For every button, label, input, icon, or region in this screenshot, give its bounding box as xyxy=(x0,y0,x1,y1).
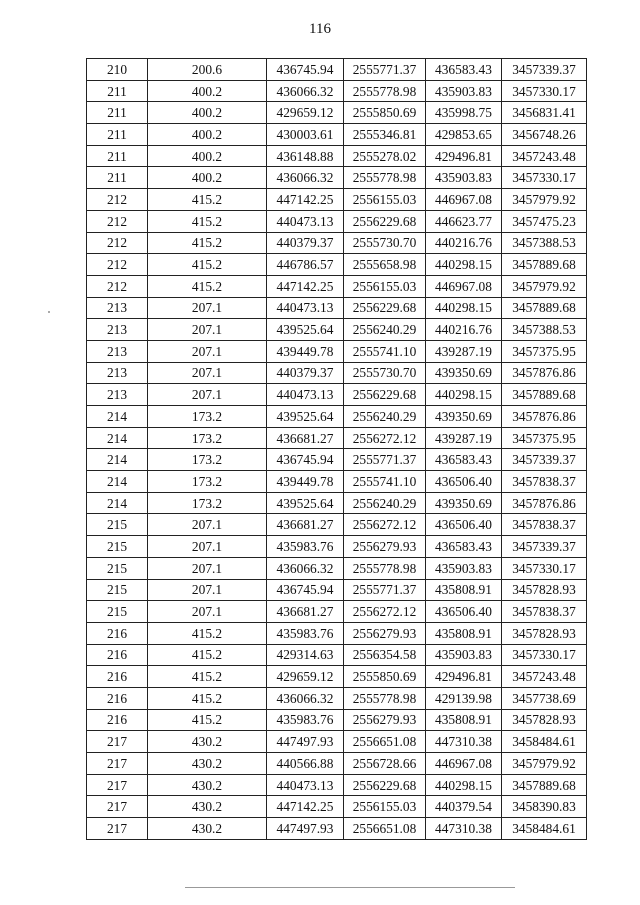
table-cell: 217 xyxy=(87,731,148,753)
table-cell: 435983.76 xyxy=(267,536,344,558)
table-cell: 217 xyxy=(87,796,148,818)
table-row xyxy=(87,275,587,297)
table-cell: 415.2 xyxy=(148,622,267,644)
table-row xyxy=(87,622,587,644)
table-cell: 3457339.37 xyxy=(502,59,587,81)
table-cell: 213 xyxy=(87,384,148,406)
table-cell: 440473.13 xyxy=(267,297,344,319)
table-body xyxy=(87,59,587,840)
table-cell: 213 xyxy=(87,340,148,362)
table-cell: 200.6 xyxy=(148,59,267,81)
table-cell: 400.2 xyxy=(148,80,267,102)
table-cell: 211 xyxy=(87,145,148,167)
table-cell: 436066.32 xyxy=(267,687,344,709)
table-cell: 3458484.61 xyxy=(502,731,587,753)
table-row xyxy=(87,340,587,362)
table-cell: 440473.13 xyxy=(267,210,344,232)
table-cell: 2556240.29 xyxy=(344,406,426,428)
table-cell: 173.2 xyxy=(148,406,267,428)
table-cell: 436681.27 xyxy=(267,601,344,623)
table-cell: 436583.43 xyxy=(426,449,502,471)
table-cell: 3457876.86 xyxy=(502,362,587,384)
table-cell: 439449.78 xyxy=(267,471,344,493)
table-cell: 173.2 xyxy=(148,449,267,471)
table-cell: 3457838.37 xyxy=(502,514,587,536)
table-cell: 173.2 xyxy=(148,492,267,514)
table-row xyxy=(87,471,587,493)
table-cell: 439350.69 xyxy=(426,492,502,514)
table-cell: 2555778.98 xyxy=(344,557,426,579)
table-cell: 207.1 xyxy=(148,297,267,319)
table-cell: 2556354.58 xyxy=(344,644,426,666)
table-cell: 215 xyxy=(87,579,148,601)
table-cell: 215 xyxy=(87,514,148,536)
table-cell: 440298.15 xyxy=(426,384,502,406)
table-cell: 213 xyxy=(87,362,148,384)
table-cell: 2555778.98 xyxy=(344,687,426,709)
table-cell: 3456831.41 xyxy=(502,102,587,124)
table-row xyxy=(87,297,587,319)
table-cell: 447497.93 xyxy=(267,731,344,753)
table-row xyxy=(87,731,587,753)
table-cell: 217 xyxy=(87,818,148,840)
table-cell: 2556272.12 xyxy=(344,601,426,623)
table-row xyxy=(87,557,587,579)
table-cell: 429853.65 xyxy=(426,124,502,146)
table-cell: 3457838.37 xyxy=(502,601,587,623)
table-cell: 2556651.08 xyxy=(344,731,426,753)
scan-speck xyxy=(48,311,50,313)
table-cell: 436506.40 xyxy=(426,514,502,536)
table-cell: 173.2 xyxy=(148,471,267,493)
table-row xyxy=(87,514,587,536)
table-row xyxy=(87,536,587,558)
table-cell: 3457828.93 xyxy=(502,622,587,644)
table-cell: 436583.43 xyxy=(426,59,502,81)
table-cell: 2555778.98 xyxy=(344,167,426,189)
table-row xyxy=(87,80,587,102)
table-cell: 212 xyxy=(87,254,148,276)
table-cell: 3457838.37 xyxy=(502,471,587,493)
table-cell: 436506.40 xyxy=(426,471,502,493)
table-row xyxy=(87,753,587,775)
table-cell: 436583.43 xyxy=(426,536,502,558)
table-cell: 435998.75 xyxy=(426,102,502,124)
table-row xyxy=(87,59,587,81)
table-cell: 2555778.98 xyxy=(344,80,426,102)
table-cell: 415.2 xyxy=(148,210,267,232)
table-cell: 211 xyxy=(87,102,148,124)
table-cell: 435903.83 xyxy=(426,557,502,579)
table-cell: 430003.61 xyxy=(267,124,344,146)
table-cell: 211 xyxy=(87,124,148,146)
table-row xyxy=(87,406,587,428)
table-row xyxy=(87,666,587,688)
table-cell: 439350.69 xyxy=(426,362,502,384)
table-row xyxy=(87,774,587,796)
table-cell: 3457330.17 xyxy=(502,167,587,189)
table-cell: 436681.27 xyxy=(267,427,344,449)
table-cell: 429314.63 xyxy=(267,644,344,666)
table-cell: 2555730.70 xyxy=(344,232,426,254)
table-cell: 440473.13 xyxy=(267,384,344,406)
table-cell: 3456748.26 xyxy=(502,124,587,146)
table-cell: 415.2 xyxy=(148,709,267,731)
table-cell: 436681.27 xyxy=(267,514,344,536)
table-row xyxy=(87,167,587,189)
table-cell: 3457979.92 xyxy=(502,189,587,211)
table-cell: 436745.94 xyxy=(267,449,344,471)
table-row xyxy=(87,427,587,449)
coordinates-table xyxy=(86,58,587,840)
table-cell: 435808.91 xyxy=(426,709,502,731)
table-cell: 2556279.93 xyxy=(344,622,426,644)
table-cell: 2555278.02 xyxy=(344,145,426,167)
table-cell: 436066.32 xyxy=(267,80,344,102)
table-cell: 430.2 xyxy=(148,753,267,775)
table-row xyxy=(87,145,587,167)
table-cell: 2556240.29 xyxy=(344,319,426,341)
table-cell: 215 xyxy=(87,557,148,579)
table-cell: 2556240.29 xyxy=(344,492,426,514)
table-cell: 2555741.10 xyxy=(344,471,426,493)
table-cell: 415.2 xyxy=(148,232,267,254)
table-cell: 3457388.53 xyxy=(502,232,587,254)
table-cell: 207.1 xyxy=(148,514,267,536)
table-cell: 216 xyxy=(87,666,148,688)
table-cell: 212 xyxy=(87,210,148,232)
table-cell: 429659.12 xyxy=(267,666,344,688)
table-cell: 3457388.53 xyxy=(502,319,587,341)
table-row xyxy=(87,644,587,666)
table-row xyxy=(87,796,587,818)
table-cell: 446967.08 xyxy=(426,275,502,297)
table-cell: 436745.94 xyxy=(267,59,344,81)
table-cell: 207.1 xyxy=(148,319,267,341)
table-cell: 214 xyxy=(87,427,148,449)
table-cell: 3457375.95 xyxy=(502,340,587,362)
table-cell: 2556229.68 xyxy=(344,774,426,796)
table-cell: 3457889.68 xyxy=(502,297,587,319)
table-cell: 207.1 xyxy=(148,601,267,623)
table-cell: 3457475.23 xyxy=(502,210,587,232)
table-cell: 207.1 xyxy=(148,579,267,601)
table-cell: 217 xyxy=(87,774,148,796)
table-cell: 415.2 xyxy=(148,189,267,211)
table-cell: 435983.76 xyxy=(267,709,344,731)
table-cell: 207.1 xyxy=(148,340,267,362)
table-cell: 447497.93 xyxy=(267,818,344,840)
table-cell: 2555658.98 xyxy=(344,254,426,276)
table-cell: 415.2 xyxy=(148,644,267,666)
table-cell: 447142.25 xyxy=(267,275,344,297)
table-cell: 439525.64 xyxy=(267,492,344,514)
table-cell: 2555741.10 xyxy=(344,340,426,362)
table-cell: 2555346.81 xyxy=(344,124,426,146)
table-cell: 400.2 xyxy=(148,145,267,167)
table-cell: 440216.76 xyxy=(426,319,502,341)
table-cell: 446967.08 xyxy=(426,189,502,211)
table-cell: 216 xyxy=(87,687,148,709)
table-row xyxy=(87,102,587,124)
table-row xyxy=(87,601,587,623)
table-cell: 3457330.17 xyxy=(502,80,587,102)
table-cell: 446786.57 xyxy=(267,254,344,276)
table-cell: 3457330.17 xyxy=(502,644,587,666)
table-cell: 415.2 xyxy=(148,687,267,709)
page-number: 116 xyxy=(309,21,331,37)
table-cell: 436066.32 xyxy=(267,167,344,189)
table-cell: 3457876.86 xyxy=(502,406,587,428)
table-cell: 213 xyxy=(87,297,148,319)
table-cell: 436506.40 xyxy=(426,601,502,623)
table-cell: 430.2 xyxy=(148,774,267,796)
table-row xyxy=(87,124,587,146)
table-cell: 415.2 xyxy=(148,666,267,688)
table-cell: 211 xyxy=(87,167,148,189)
table-cell: 3457889.68 xyxy=(502,254,587,276)
table-row xyxy=(87,362,587,384)
table-cell: 216 xyxy=(87,644,148,666)
table-cell: 447310.38 xyxy=(426,731,502,753)
table-cell: 3457243.48 xyxy=(502,145,587,167)
table-cell: 2555850.69 xyxy=(344,666,426,688)
table-cell: 211 xyxy=(87,80,148,102)
table-cell: 215 xyxy=(87,536,148,558)
table-cell: 447142.25 xyxy=(267,189,344,211)
table-cell: 2556272.12 xyxy=(344,514,426,536)
table-row xyxy=(87,449,587,471)
table-cell: 400.2 xyxy=(148,167,267,189)
table-row xyxy=(87,709,587,731)
table-cell: 429659.12 xyxy=(267,102,344,124)
table-cell: 440216.76 xyxy=(426,232,502,254)
table-cell: 3457828.93 xyxy=(502,579,587,601)
table-cell: 213 xyxy=(87,319,148,341)
table-row xyxy=(87,232,587,254)
table-cell: 216 xyxy=(87,622,148,644)
table-cell: 435808.91 xyxy=(426,622,502,644)
table-cell: 2556229.68 xyxy=(344,210,426,232)
table-cell: 2556229.68 xyxy=(344,384,426,406)
table-cell: 446967.08 xyxy=(426,753,502,775)
table-cell: 214 xyxy=(87,449,148,471)
table-cell: 2556728.66 xyxy=(344,753,426,775)
table-cell: 2556155.03 xyxy=(344,275,426,297)
table-cell: 440379.37 xyxy=(267,232,344,254)
table-cell: 207.1 xyxy=(148,362,267,384)
table-cell: 440298.15 xyxy=(426,254,502,276)
table-cell: 436148.88 xyxy=(267,145,344,167)
table-cell: 216 xyxy=(87,709,148,731)
table-cell: 214 xyxy=(87,471,148,493)
table-cell: 2556155.03 xyxy=(344,796,426,818)
table-cell: 429496.81 xyxy=(426,145,502,167)
table-cell: 3457979.92 xyxy=(502,275,587,297)
table-cell: 447310.38 xyxy=(426,818,502,840)
table-cell: 440298.15 xyxy=(426,774,502,796)
table-cell: 2556155.03 xyxy=(344,189,426,211)
table-cell: 436066.32 xyxy=(267,557,344,579)
table-row xyxy=(87,492,587,514)
table-row xyxy=(87,687,587,709)
table-cell: 3457738.69 xyxy=(502,687,587,709)
table-cell: 430.2 xyxy=(148,731,267,753)
table-cell: 212 xyxy=(87,275,148,297)
table-row xyxy=(87,189,587,211)
table-cell: 439287.19 xyxy=(426,427,502,449)
table-cell: 439525.64 xyxy=(267,319,344,341)
table-row xyxy=(87,319,587,341)
table-cell: 3457375.95 xyxy=(502,427,587,449)
table-cell: 3457339.37 xyxy=(502,536,587,558)
table-cell: 207.1 xyxy=(148,384,267,406)
table-cell: 173.2 xyxy=(148,427,267,449)
table-cell: 429139.98 xyxy=(426,687,502,709)
table-cell: 435903.83 xyxy=(426,167,502,189)
table-cell: 415.2 xyxy=(148,275,267,297)
table-cell: 217 xyxy=(87,753,148,775)
table-cell: 2556229.68 xyxy=(344,297,426,319)
table-cell: 435903.83 xyxy=(426,644,502,666)
table-cell: 435983.76 xyxy=(267,622,344,644)
table-cell: 436745.94 xyxy=(267,579,344,601)
table-cell: 212 xyxy=(87,232,148,254)
table-cell: 3457889.68 xyxy=(502,384,587,406)
table-cell: 400.2 xyxy=(148,102,267,124)
table-cell: 430.2 xyxy=(148,796,267,818)
table-cell: 440298.15 xyxy=(426,297,502,319)
table-cell: 440566.88 xyxy=(267,753,344,775)
table-cell: 435808.91 xyxy=(426,579,502,601)
table-cell: 2556279.93 xyxy=(344,536,426,558)
table-cell: 207.1 xyxy=(148,536,267,558)
table-row xyxy=(87,818,587,840)
table-cell: 430.2 xyxy=(148,818,267,840)
table-row xyxy=(87,579,587,601)
table-cell: 207.1 xyxy=(148,557,267,579)
table-cell: 3457876.86 xyxy=(502,492,587,514)
table-cell: 440473.13 xyxy=(267,774,344,796)
table-row xyxy=(87,254,587,276)
table-cell: 3457979.92 xyxy=(502,753,587,775)
table-cell: 439449.78 xyxy=(267,340,344,362)
table-cell: 212 xyxy=(87,189,148,211)
table-cell: 210 xyxy=(87,59,148,81)
table-cell: 447142.25 xyxy=(267,796,344,818)
table-cell: 3457330.17 xyxy=(502,557,587,579)
table-cell: 440379.54 xyxy=(426,796,502,818)
table-cell: 215 xyxy=(87,601,148,623)
table-row xyxy=(87,384,587,406)
table-cell: 400.2 xyxy=(148,124,267,146)
table-cell: 446623.77 xyxy=(426,210,502,232)
table-cell: 435903.83 xyxy=(426,80,502,102)
table-cell: 3457828.93 xyxy=(502,709,587,731)
table-cell: 3457339.37 xyxy=(502,449,587,471)
table-cell: 2555771.37 xyxy=(344,59,426,81)
table-cell: 3458390.83 xyxy=(502,796,587,818)
table-cell: 214 xyxy=(87,492,148,514)
table-cell: 439525.64 xyxy=(267,406,344,428)
table-cell: 3457243.48 xyxy=(502,666,587,688)
table-cell: 2555730.70 xyxy=(344,362,426,384)
table-cell: 429496.81 xyxy=(426,666,502,688)
table-cell: 415.2 xyxy=(148,254,267,276)
table-cell: 2556651.08 xyxy=(344,818,426,840)
table-cell: 214 xyxy=(87,406,148,428)
table-cell: 439350.69 xyxy=(426,406,502,428)
table-cell: 3457889.68 xyxy=(502,774,587,796)
table-cell: 2556272.12 xyxy=(344,427,426,449)
table-cell: 440379.37 xyxy=(267,362,344,384)
table-cell: 2556279.93 xyxy=(344,709,426,731)
table-cell: 2555771.37 xyxy=(344,449,426,471)
table-cell: 2555771.37 xyxy=(344,579,426,601)
table-cell: 2555850.69 xyxy=(344,102,426,124)
table-cell: 3458484.61 xyxy=(502,818,587,840)
table-cell: 439287.19 xyxy=(426,340,502,362)
table-row xyxy=(87,210,587,232)
bottom-rule xyxy=(185,887,515,888)
